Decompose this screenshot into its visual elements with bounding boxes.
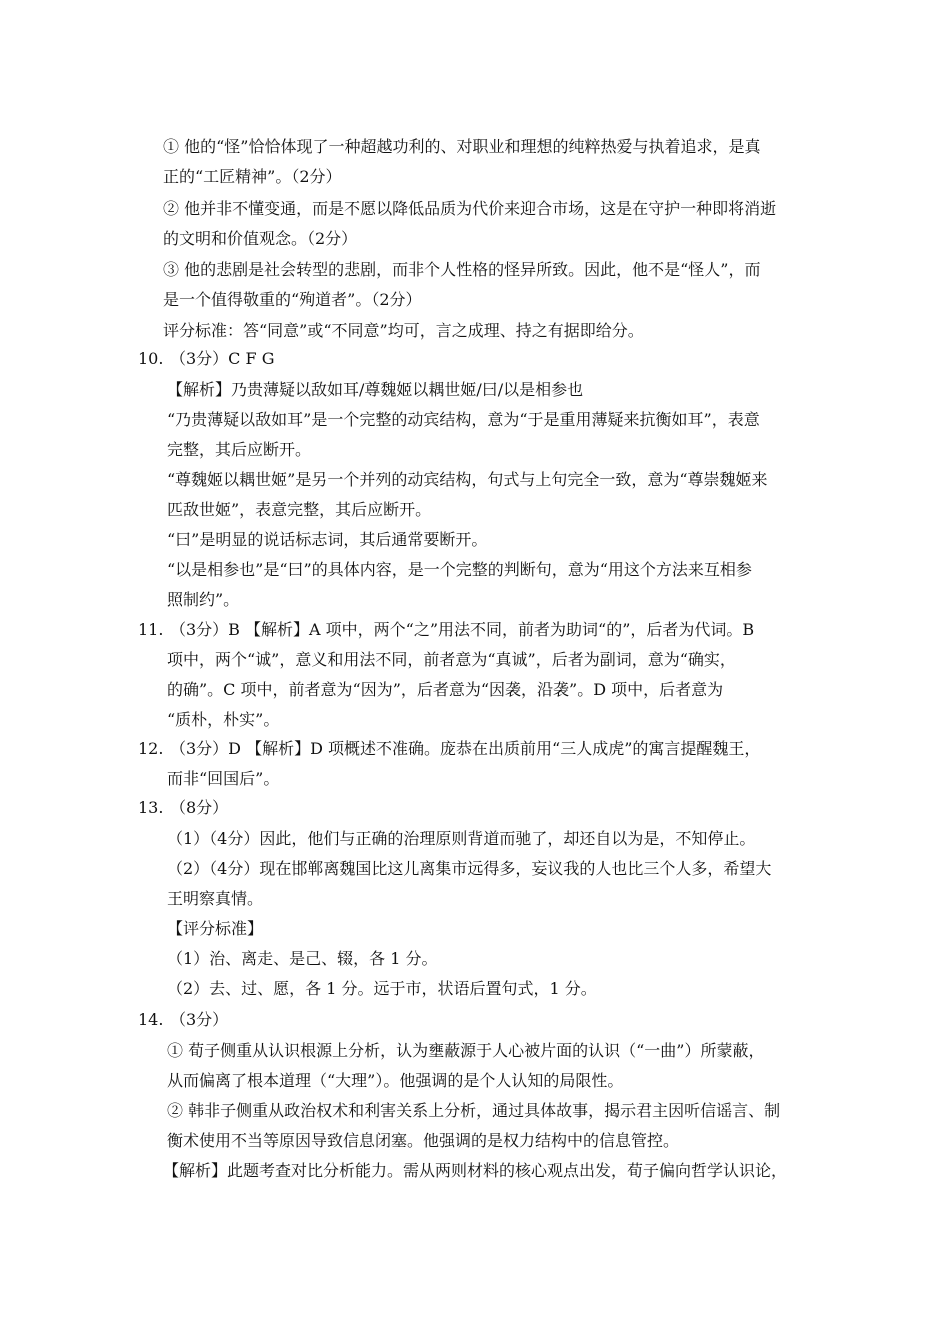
q13-line3: 王明察真情。 (167, 889, 264, 908)
q11-line2: 项中，两个“诚”，意义和用法不同，前者意为“真诚”，后者为副词，意为“确实， (167, 650, 736, 669)
q11-line4: “质朴，朴实”。 (167, 710, 280, 729)
q9-scoring-standard: 评分标准：答“同意”或“不同意”均可，言之成理、持之有据即给分。 (163, 321, 644, 340)
q9-point3-line2: 是一个值得敬重的“殉道者”。（2分） (163, 290, 422, 309)
q14-line3: ② 韩非子侧重从政治权术和利害关系上分析，通过具体故事，揭示君主因听信谣言、制 (167, 1101, 781, 1120)
q14-line1: ① 荀子侧重从认识根源上分析，认为壅蔽源于人心被片面的认识（“一曲”）所蒙蔽， (167, 1041, 765, 1060)
q13-score: （8分） (170, 798, 229, 817)
q10-analysis-line2: “乃贵薄疑以敌如耳”是一个完整的动宾结构，意为“于是重用薄疑来抗衡如耳”，表意 (167, 410, 760, 429)
q10-answer: （3分）C F G (170, 349, 275, 368)
q10-number: 10. (138, 349, 164, 368)
q12-number: 12. (138, 739, 164, 758)
q9-point1-line2: 正的“工匠精神”。（2分） (163, 167, 342, 186)
q11-line1: （3分）B 【解析】A 项中，两个“之”用法不同，前者为助词“的”，后者为代词。B (170, 620, 755, 639)
q12-line2: 而非“回国后”。 (167, 769, 280, 788)
q9-point2-line1: ② 他并非不懂变通，而是不愿以降低品质为代价来迎合市场，这是在守护一种即将消逝 (163, 199, 777, 218)
q9-point1-line1: ① 他的“怪”恰恰体现了一种超越功利的、对职业和理想的纯粹热爱与执着追求，是真 (163, 137, 761, 156)
q13-scoring-heading: 【评分标准】 (167, 919, 264, 938)
q14-line4: 衡术使用不当等原因导致信息闭塞。他强调的是权力结构中的信息管控。 (167, 1131, 680, 1150)
q12-line1: （3分）D 【解析】D 项概述不准确。庞恭在出质前用“三人成虎”的寓言提醒魏王， (170, 739, 761, 758)
q11-line3: 的确”。C 项中，前者意为“因为”，后者意为“因袭，沿袭”。D 项中，后者意为 (167, 680, 724, 699)
q10-analysis-line6: “曰”是明显的说话标志词，其后通常要断开。 (167, 530, 488, 549)
q10-analysis-line3: 完整，其后应断开。 (167, 440, 312, 459)
q10-analysis-line4: “尊魏姬以耦世姬”是另一个并列的动宾结构，句式与上句完全一致，意为“尊崇魏姬来 (167, 470, 768, 489)
q13-number: 13. (138, 798, 164, 817)
q9-point2-line2: 的文明和价值观念。（2分） (163, 229, 358, 248)
q14-analysis-line: 【解析】此题考查对比分析能力。需从两则材料的核心观点出发，荀子偏向哲学认识论， (163, 1161, 788, 1180)
q10-analysis-line8: 照制约”。 (167, 590, 240, 609)
q14-number: 14. (138, 1010, 164, 1029)
q11-number: 11. (138, 620, 164, 639)
q13-line2: （2）（4分）现在邯郸离魏国比这儿离集市远得多，妄议我的人也比三个人多，希望大 (167, 859, 772, 878)
q13-scoring-line1: （1）治、离走、是己、辍，各 1 分。 (167, 949, 438, 968)
q10-analysis-line5: 匹敌世姬”，表意完整，其后应断开。 (167, 500, 432, 519)
q9-point3-line1: ③ 他的悲剧是社会转型的悲剧，而非个人性格的怪异所致。因此，他不是“怪人”，而 (163, 260, 761, 279)
q14-score: （3分） (170, 1010, 229, 1029)
q10-analysis-line7: “以是相参也”是“曰”的具体内容，是一个完整的判断句，意为“用这个方法来互相参 (167, 560, 752, 579)
q14-line2: 从而偏离了根本道理（“大理”）。他强调的是个人认知的局限性。 (167, 1071, 624, 1090)
q13-line1: （1）（4分）因此，他们与正确的治理原则背道而驰了，却还自以为是，不知停止。 (167, 829, 756, 848)
q10-analysis-line1: 【解析】乃贵薄疑以敌如耳/尊魏姬以耦世姬/曰/以是相参也 (167, 380, 584, 399)
q13-scoring-line2: （2）去、过、愿，各 1 分。远于市，状语后置句式，1 分。 (167, 979, 597, 998)
